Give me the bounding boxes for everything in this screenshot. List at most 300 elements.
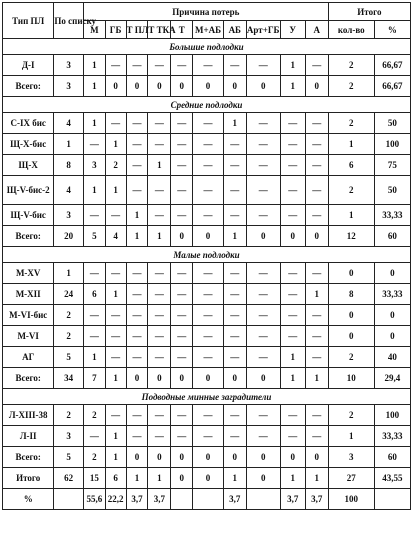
cause-cell: — [305,347,328,368]
cause-col-header: М+АБ [193,21,224,39]
cause-cell: — [280,326,305,347]
cause-cell: — [305,113,328,134]
cause-cell: 0 [171,468,193,489]
row-name-cell: % [3,489,54,510]
cause-cell: 0 [305,447,328,468]
cause-cell: — [305,176,328,205]
cause-cell: 0 [148,368,171,389]
cause-cell: — [223,155,246,176]
cause-cell: — [171,113,193,134]
row-pct-cell: 0 [374,305,410,326]
count-col-header: кол-во [328,21,374,39]
table-row [3,305,411,326]
row-list-cell: 3 [54,426,84,447]
cause-cell: — [223,284,246,305]
section-title: Большие подлодки [3,39,411,55]
cause-cell: 1 [126,226,148,247]
table-row [3,405,411,426]
cause-cell: — [280,155,305,176]
row-list-cell: 20 [54,226,84,247]
row-name-cell: М-XII [3,284,54,305]
cause-cell: — [171,405,193,426]
row-pct-cell: 33,33 [374,205,410,226]
cause-col-header: Т ПЛ [126,21,148,39]
cause-cell: — [126,284,148,305]
cause-cell: — [193,205,224,226]
table-row [3,55,411,76]
cause-cell: — [193,113,224,134]
cause-cell: 1 [305,284,328,305]
cause-cell: 0 [105,76,126,97]
footer-row [3,468,411,489]
cause-cell: — [280,134,305,155]
table-row [3,155,411,176]
cause-cell: 0 [171,368,193,389]
cause-cell: — [105,347,126,368]
cause-cell: — [223,55,246,76]
cause-cell: — [126,134,148,155]
cause-cell: — [105,113,126,134]
cause-cell: — [105,305,126,326]
cause-col-header: М [83,21,105,39]
section-header-row [3,389,411,405]
cause-cell: 1 [148,468,171,489]
row-pct-cell: 75 [374,155,410,176]
row-count-cell: 100 [328,489,374,510]
cause-cell: — [171,263,193,284]
cause-col-header: Т [171,21,193,39]
cause-cell: — [148,55,171,76]
row-pct-cell: 0 [374,263,410,284]
cause-cell: 0 [246,368,280,389]
row-name-cell: Щ-Х-бис [3,134,54,155]
cause-cell: 0 [246,468,280,489]
row-list-cell [54,489,84,510]
header-row-1 [3,3,411,21]
row-count-cell: 1 [328,205,374,226]
row-pct-cell: 33,33 [374,426,410,447]
list-header: По списку [54,3,84,39]
cause-cell: — [193,55,224,76]
row-name-cell: Всего: [3,368,54,389]
cause-cell [246,489,280,510]
row-count-cell: 0 [328,305,374,326]
table-row [3,284,411,305]
row-pct-cell [374,489,410,510]
cause-cell: 0 [246,447,280,468]
footer-row [3,489,411,510]
cause-cell: — [105,205,126,226]
cause-cell: — [83,263,105,284]
row-list-cell: 2 [54,326,84,347]
cause-cell: — [126,426,148,447]
cause-cell: — [305,155,328,176]
row-pct-cell: 60 [374,447,410,468]
table-row [3,205,411,226]
cause-cell: — [193,134,224,155]
cause-col-header: Арт+ГБ [246,21,280,39]
cause-cell: 1 [83,76,105,97]
row-list-cell: 1 [54,134,84,155]
cause-cell: — [246,405,280,426]
cause-cell: — [223,347,246,368]
cause-cell: — [193,347,224,368]
cause-cell: 1 [83,347,105,368]
row-count-cell: 1 [328,134,374,155]
cause-cell: 3,7 [280,489,305,510]
cause-cell: — [126,263,148,284]
table-row [3,113,411,134]
row-pct-cell: 66,67 [374,55,410,76]
cause-cell: 3 [83,155,105,176]
cause-cell: 1 [223,226,246,247]
pct-col-header: % [374,21,410,39]
cause-cell: 0 [246,226,280,247]
table-row [3,447,411,468]
cause-cell: 1 [280,347,305,368]
cause-cell: — [246,155,280,176]
cause-cell: — [223,176,246,205]
cause-cell: — [246,263,280,284]
section-title: Подводные минные заградители [3,389,411,405]
cause-cell: — [223,405,246,426]
cause-cell: — [305,326,328,347]
row-list-cell: 5 [54,447,84,468]
cause-cell: — [280,263,305,284]
row-name-cell: Л-II [3,426,54,447]
cause-cell: — [171,55,193,76]
cause-cell: 1 [105,176,126,205]
table-row [3,76,411,97]
cause-cell: — [171,347,193,368]
cause-cell: — [126,155,148,176]
row-pct-cell: 66,67 [374,76,410,97]
cause-cell: 0 [280,447,305,468]
cause-cell: — [171,284,193,305]
cause-cell: — [193,305,224,326]
cause-cell: — [193,284,224,305]
cause-cell: — [223,263,246,284]
cause-cell: — [246,305,280,326]
cause-cell: 6 [83,284,105,305]
row-pct-cell: 40 [374,347,410,368]
table-body [3,39,411,510]
row-name-cell: Всего: [3,226,54,247]
cause-cell: 1 [83,176,105,205]
cause-cell: 1 [223,113,246,134]
cause-cell: 3,7 [305,489,328,510]
cause-cell: — [83,326,105,347]
cause-cell: 0 [171,447,193,468]
cause-cell: — [305,305,328,326]
cause-cell: — [83,426,105,447]
row-count-cell: 2 [328,113,374,134]
cause-cell: 1 [105,426,126,447]
cause-cell: 0 [223,368,246,389]
section-title: Малые подлодки [3,247,411,263]
row-list-cell: 3 [54,76,84,97]
cause-cell: 3,7 [126,489,148,510]
cause-header: Причина потерь [83,3,328,21]
table-row [3,426,411,447]
row-count-cell: 27 [328,468,374,489]
cause-cell: — [126,176,148,205]
cause-cell: — [246,284,280,305]
row-count-cell: 0 [328,263,374,284]
table-row [3,134,411,155]
row-name-cell: Щ-V-бис [3,205,54,226]
cause-cell: — [148,326,171,347]
row-name-cell: М-XV [3,263,54,284]
cause-cell: 55,6 [83,489,105,510]
cause-cell: — [305,263,328,284]
cause-cell: 3,7 [223,489,246,510]
cause-cell: — [148,176,171,205]
cause-cell: — [171,176,193,205]
cause-cell: 0 [223,76,246,97]
cause-col-header: Т ТКА [148,21,171,39]
cause-cell: 0 [171,76,193,97]
cause-cell: 0 [193,468,224,489]
cause-cell: — [148,405,171,426]
cause-cell: — [105,263,126,284]
cause-cell: 1 [105,284,126,305]
cause-cell: — [280,305,305,326]
row-pct-cell: 33,33 [374,284,410,305]
cause-cell: — [171,305,193,326]
cause-cell: — [280,426,305,447]
section-title: Средние подлодки [3,97,411,113]
cause-cell: — [148,305,171,326]
cause-cell: 1 [223,468,246,489]
cause-cell: — [126,305,148,326]
cause-cell: — [223,426,246,447]
row-name-cell: Всего: [3,76,54,97]
cause-cell: — [148,284,171,305]
cause-cell: — [171,426,193,447]
cause-cell: — [148,134,171,155]
cause-cell: — [193,155,224,176]
row-list-cell: 1 [54,263,84,284]
row-count-cell: 2 [328,55,374,76]
row-name-cell: Д-I [3,55,54,76]
cause-cell: 22,2 [105,489,126,510]
cause-cell: — [105,55,126,76]
section-header-row [3,39,411,55]
cause-cell: — [193,426,224,447]
cause-cell: 1 [148,155,171,176]
cause-cell: 1 [105,447,126,468]
row-name-cell: М-VI-бис [3,305,54,326]
cause-cell: — [171,134,193,155]
row-count-cell: 2 [328,405,374,426]
cause-cell: 0 [126,76,148,97]
cause-cell: 0 [193,368,224,389]
cause-cell: — [280,284,305,305]
cause-cell: 1 [305,368,328,389]
cause-cell: — [171,205,193,226]
cause-cell: 2 [105,155,126,176]
row-pct-cell: 0 [374,326,410,347]
row-count-cell: 3 [328,447,374,468]
cause-cell: 0 [223,447,246,468]
table-row [3,226,411,247]
cause-cell: — [223,134,246,155]
row-name-cell: М-VI [3,326,54,347]
cause-cell: — [148,205,171,226]
row-name-cell: Итого [3,468,54,489]
cause-cell: — [193,405,224,426]
cause-cell: — [105,326,126,347]
row-pct-cell: 100 [374,134,410,155]
cause-cell: 0 [193,76,224,97]
cause-cell: 1 [280,468,305,489]
cause-cell: 6 [105,468,126,489]
row-count-cell: 2 [328,347,374,368]
cause-cell: — [105,405,126,426]
cause-cell: 4 [105,226,126,247]
row-count-cell: 1 [328,426,374,447]
cause-cell: 0 [126,447,148,468]
cause-cell: 1 [126,205,148,226]
cause-cell: — [148,113,171,134]
row-count-cell: 2 [328,76,374,97]
cause-cell: — [171,155,193,176]
cause-cell: 5 [83,226,105,247]
row-list-cell: 24 [54,284,84,305]
row-name-cell: Л-XIII-38 [3,405,54,426]
cause-cell [171,489,193,510]
row-name-cell: С-IX бис [3,113,54,134]
cause-cell: — [126,55,148,76]
cause-cell: — [223,305,246,326]
row-count-cell: 12 [328,226,374,247]
cause-cell: 0 [280,226,305,247]
cause-cell: — [126,326,148,347]
table-row [3,368,411,389]
row-pct-cell: 43,55 [374,468,410,489]
cause-cell: — [305,134,328,155]
cause-col-header: ГБ [105,21,126,39]
cause-cell: — [280,205,305,226]
cause-cell: 0 [171,226,193,247]
total-header: Итого [328,3,410,21]
cause-cell: 1 [83,55,105,76]
row-list-cell: 4 [54,176,84,205]
cause-cell: — [83,305,105,326]
cause-cell: — [83,205,105,226]
cause-cell: 7 [83,368,105,389]
cause-cell: 0 [246,76,280,97]
cause-cell: — [305,55,328,76]
cause-cell: 1 [148,226,171,247]
cause-col-header: А [305,21,328,39]
cause-cell [193,489,224,510]
cause-cell: — [246,113,280,134]
type-header: Тип ПЛ [3,3,54,39]
cause-cell: — [126,347,148,368]
cause-cell: 1 [83,113,105,134]
cause-cell: — [246,55,280,76]
row-count-cell: 10 [328,368,374,389]
row-list-cell: 34 [54,368,84,389]
row-name-cell: Щ-V-бис-2 [3,176,54,205]
row-pct-cell: 50 [374,176,410,205]
cause-cell: — [193,326,224,347]
cause-cell: — [193,263,224,284]
cause-cell: 0 [126,368,148,389]
row-list-cell: 62 [54,468,84,489]
cause-cell: — [305,405,328,426]
cause-cell: — [83,134,105,155]
cause-cell: — [171,326,193,347]
cause-cell: — [246,205,280,226]
table-row [3,347,411,368]
cause-cell: 1 [105,134,126,155]
row-list-cell: 2 [54,405,84,426]
cause-cell: — [246,176,280,205]
cause-cell: 0 [148,76,171,97]
cause-cell: 1 [126,468,148,489]
cause-cell: — [305,426,328,447]
row-name-cell: АГ [3,347,54,368]
cause-cell: 1 [280,76,305,97]
row-pct-cell: 50 [374,113,410,134]
cause-cell: 0 [193,226,224,247]
cause-cell: — [148,263,171,284]
row-list-cell: 2 [54,305,84,326]
row-count-cell: 6 [328,155,374,176]
row-list-cell: 4 [54,113,84,134]
cause-cell: 15 [83,468,105,489]
row-name-cell: Щ-Х [3,155,54,176]
cause-cell: 0 [305,226,328,247]
cause-cell: — [223,205,246,226]
row-count-cell: 2 [328,176,374,205]
cause-col-header: АБ [223,21,246,39]
cause-cell: — [280,113,305,134]
table-row [3,263,411,284]
cause-cell: — [280,176,305,205]
cause-cell: 2 [83,405,105,426]
row-list-cell: 8 [54,155,84,176]
section-header-row [3,97,411,113]
row-name-cell: Всего: [3,447,54,468]
row-list-cell: 3 [54,55,84,76]
cause-cell: — [246,347,280,368]
losses-table-container [2,2,411,510]
cause-cell: 1 [305,468,328,489]
section-header-row [3,247,411,263]
cause-cell: 1 [280,368,305,389]
row-pct-cell: 29,4 [374,368,410,389]
cause-cell: 3,7 [148,489,171,510]
row-count-cell: 0 [328,326,374,347]
row-list-cell: 5 [54,347,84,368]
row-pct-cell: 60 [374,226,410,247]
losses-table [2,2,411,510]
cause-cell: 0 [148,447,171,468]
cause-cell: 0 [193,447,224,468]
cause-cell: — [126,113,148,134]
cause-cell: — [246,426,280,447]
row-pct-cell: 100 [374,405,410,426]
cause-cell: — [280,405,305,426]
cause-col-header: У [280,21,305,39]
cause-cell: — [246,326,280,347]
row-count-cell: 8 [328,284,374,305]
cause-cell: — [246,134,280,155]
